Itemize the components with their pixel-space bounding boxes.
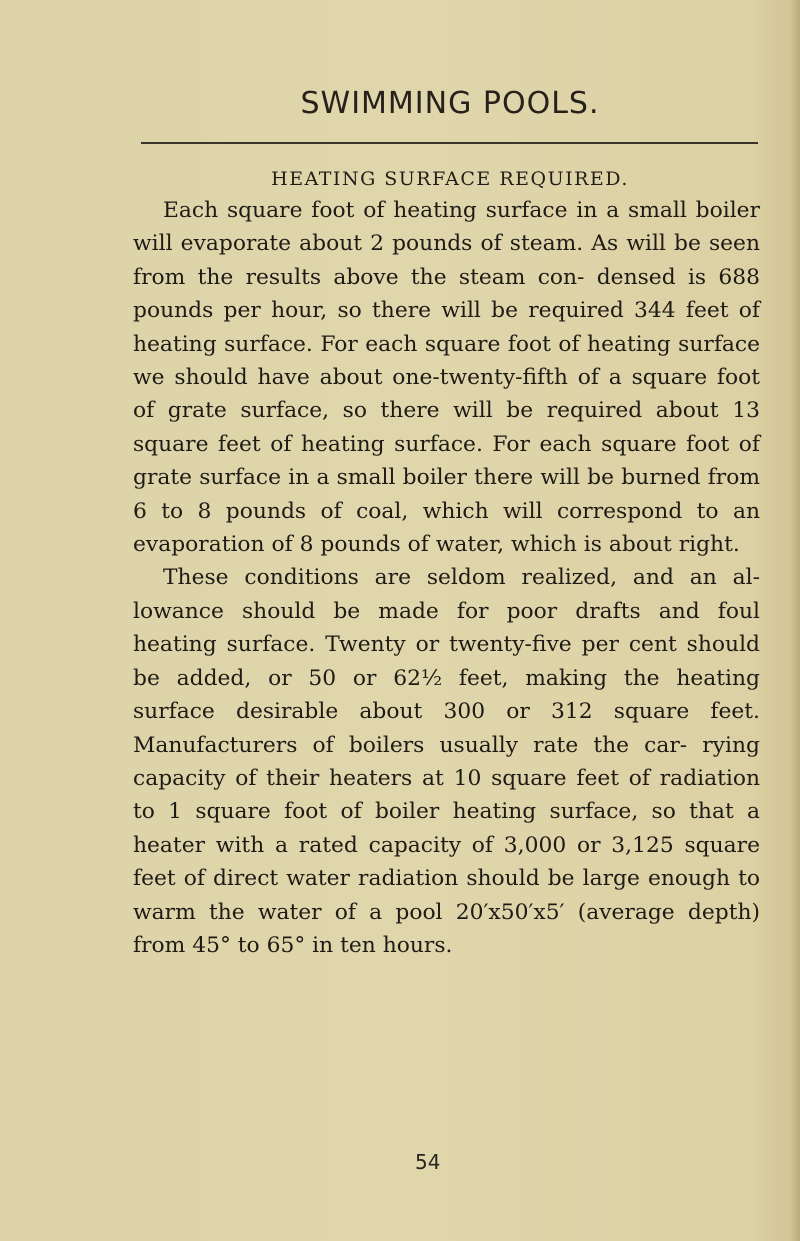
page-edge-shadow bbox=[790, 0, 800, 1241]
page-number: 54 bbox=[415, 1150, 441, 1174]
section-title: HEATING SURFACE REQUIRED. bbox=[271, 168, 629, 190]
header-rule bbox=[141, 142, 758, 144]
paragraph-1: Each square foot of heating surface in a small boiler will evaporate about 2 pounds of steam. As will be seen from the results above the steam con- densed is 688 pounds per hour, so there will be required 344 feet of heating surface. For each square foot of heating surface we should have about one-twenty-fifth of a square foot of grate surface, so there will be required about 13 square feet of heating surface. For each square foot of grate surface in a small boiler there will be burned from 6 to 8 pounds of coal, which will correspond to an evaporation of 8 pounds of water, which is about right. bbox=[133, 198, 760, 558]
running-head: SWIMMING POOLS. bbox=[300, 86, 600, 121]
paragraph-2: These conditions are seldom realized, and an al- lowance should be made for poor drafts and foul heating surface. Twenty or twenty-five per cent should be added, or 50 or 62½ feet, making the heating surface desirable about 300 or 312 square feet. Manufacturers of boilers usually rate the car- rying capacity of their heaters at 10 square feet of radiation to 1 square foot of boiler heating surface, so that a heater with a rated capacity of 3,000 or 3,125 square feet of direct water radiation should be large enough to warm the water of a pool 20′x50′x5′ (average depth) from 45° to 65° in ten hours. bbox=[133, 565, 760, 958]
body-text bbox=[133, 194, 760, 962]
